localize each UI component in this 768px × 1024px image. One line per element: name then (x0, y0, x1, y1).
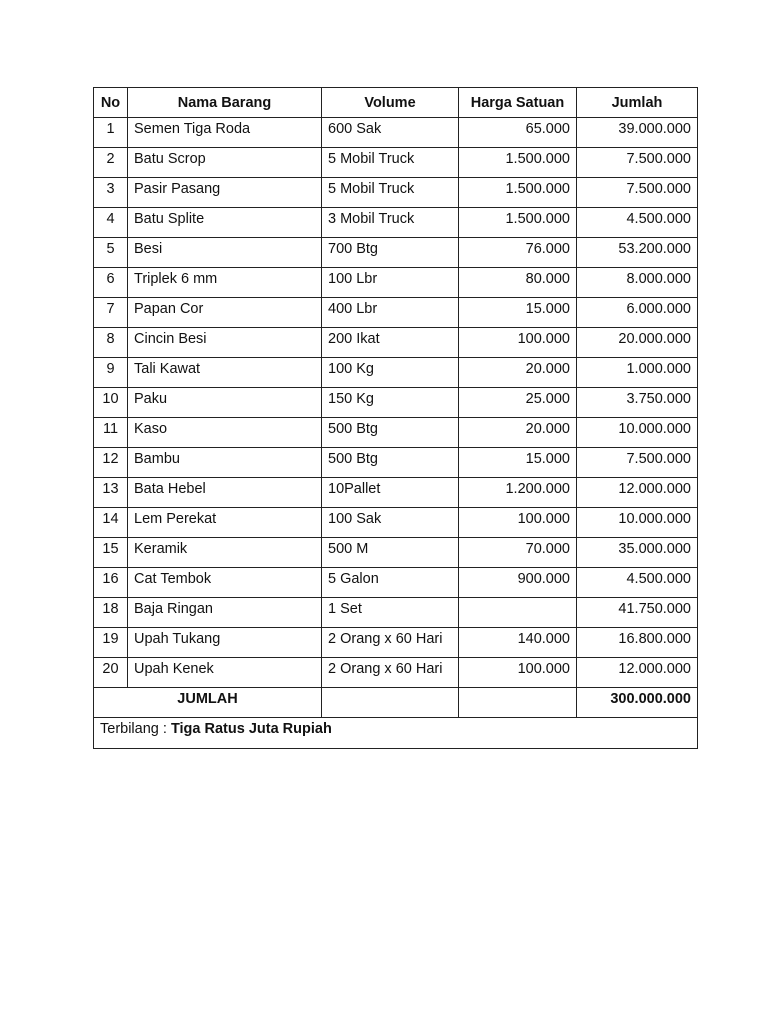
cell-volume: 500 M (322, 538, 459, 568)
cell-volume: 5 Mobil Truck (322, 148, 459, 178)
cell-volume: 500 Btg (322, 418, 459, 448)
cell-unit-price: 140.000 (459, 628, 577, 658)
table-row (94, 238, 698, 268)
cell-unit-price: 1.500.000 (459, 148, 577, 178)
cell-no: 4 (94, 208, 128, 238)
cell-volume: 100 Kg (322, 358, 459, 388)
in-words-label: Terbilang : (100, 721, 171, 737)
cell-volume: 3 Mobil Truck (322, 208, 459, 238)
cell-unit-price: 70.000 (459, 538, 577, 568)
cell-unit-price: 100.000 (459, 508, 577, 538)
cell-no: 9 (94, 358, 128, 388)
cell-unit-price: 76.000 (459, 238, 577, 268)
cell-amount: 39.000.000 (577, 118, 698, 148)
cell-no: 12 (94, 448, 128, 478)
cell-volume: 10Pallet (322, 478, 459, 508)
total-row (94, 688, 698, 718)
table-row (94, 568, 698, 598)
in-words-row (94, 718, 698, 749)
cell-volume: 100 Lbr (322, 268, 459, 298)
header-volume: Volume (322, 88, 459, 118)
cell-item-name: Kaso (128, 418, 322, 448)
cell-no: 13 (94, 478, 128, 508)
cell-no: 10 (94, 388, 128, 418)
cell-no: 8 (94, 328, 128, 358)
cell-item-name: Lem Perekat (128, 508, 322, 538)
cell-amount: 16.800.000 (577, 628, 698, 658)
cell-amount: 10.000.000 (577, 418, 698, 448)
cell-amount: 35.000.000 (577, 538, 698, 568)
cell-unit-price (459, 598, 577, 628)
cell-amount: 7.500.000 (577, 448, 698, 478)
cell-amount: 4.500.000 (577, 208, 698, 238)
cell-volume: 100 Sak (322, 508, 459, 538)
header-item-name: Nama Barang (128, 88, 322, 118)
table-row (94, 538, 698, 568)
cell-amount: 41.750.000 (577, 598, 698, 628)
cell-item-name: Keramik (128, 538, 322, 568)
cell-no: 16 (94, 568, 128, 598)
cell-item-name: Bambu (128, 448, 322, 478)
header-row (94, 88, 698, 118)
cell-item-name: Papan Cor (128, 298, 322, 328)
cell-volume: 5 Mobil Truck (322, 178, 459, 208)
cell-item-name: Bata Hebel (128, 478, 322, 508)
table-row (94, 598, 698, 628)
cell-volume: 500 Btg (322, 448, 459, 478)
cell-no: 14 (94, 508, 128, 538)
in-words-value: Tiga Ratus Juta Rupiah (170, 721, 332, 737)
table-body (94, 118, 698, 688)
cell-amount: 1.000.000 (577, 358, 698, 388)
table-row (94, 478, 698, 508)
cell-item-name: Upah Kenek (128, 658, 322, 688)
cell-amount: 10.000.000 (577, 508, 698, 538)
cell-item-name: Paku (128, 388, 322, 418)
total-volume-empty (322, 688, 459, 718)
table-row (94, 208, 698, 238)
table-header (94, 88, 698, 118)
table-row (94, 178, 698, 208)
total-label: JUMLAH (94, 688, 322, 718)
cell-unit-price: 15.000 (459, 298, 577, 328)
total-amount: 300.000.000 (577, 688, 698, 718)
table-row (94, 118, 698, 148)
cell-amount: 20.000.000 (577, 328, 698, 358)
header-amount: Jumlah (577, 88, 698, 118)
cell-amount: 8.000.000 (577, 268, 698, 298)
cell-volume: 2 Orang x 60 Hari (322, 628, 459, 658)
cell-unit-price: 65.000 (459, 118, 577, 148)
header-unit-price: Harga Satuan (459, 88, 577, 118)
table-row (94, 508, 698, 538)
cell-item-name: Upah Tukang (128, 628, 322, 658)
cell-item-name: Besi (128, 238, 322, 268)
table-row (94, 148, 698, 178)
cell-amount: 12.000.000 (577, 658, 698, 688)
cell-no: 5 (94, 238, 128, 268)
cell-no: 11 (94, 418, 128, 448)
cell-volume: 700 Btg (322, 238, 459, 268)
cell-unit-price: 100.000 (459, 658, 577, 688)
header-no: No (94, 88, 128, 118)
cell-item-name: Cincin Besi (128, 328, 322, 358)
cell-unit-price: 100.000 (459, 328, 577, 358)
cell-item-name: Cat Tembok (128, 568, 322, 598)
cell-amount: 7.500.000 (577, 148, 698, 178)
cell-volume: 150 Kg (322, 388, 459, 418)
cell-unit-price: 25.000 (459, 388, 577, 418)
cell-amount: 12.000.000 (577, 478, 698, 508)
cell-no: 15 (94, 538, 128, 568)
cell-amount: 53.200.000 (577, 238, 698, 268)
cell-item-name: Semen Tiga Roda (128, 118, 322, 148)
cell-unit-price: 15.000 (459, 448, 577, 478)
cell-amount: 6.000.000 (577, 298, 698, 328)
table-row (94, 448, 698, 478)
cell-volume: 2 Orang x 60 Hari (322, 658, 459, 688)
cell-unit-price: 1.500.000 (459, 208, 577, 238)
cell-unit-price: 20.000 (459, 358, 577, 388)
cell-unit-price: 1.500.000 (459, 178, 577, 208)
table-row (94, 658, 698, 688)
table-row (94, 358, 698, 388)
cell-unit-price: 80.000 (459, 268, 577, 298)
cell-no: 19 (94, 628, 128, 658)
cell-no: 3 (94, 178, 128, 208)
cell-volume: 600 Sak (322, 118, 459, 148)
table-row (94, 298, 698, 328)
table-row (94, 388, 698, 418)
table-row (94, 328, 698, 358)
cell-no: 20 (94, 658, 128, 688)
cell-item-name: Triplek 6 mm (128, 268, 322, 298)
cell-amount: 3.750.000 (577, 388, 698, 418)
cell-item-name: Baja Ringan (128, 598, 322, 628)
cell-no: 7 (94, 298, 128, 328)
table-footer (94, 688, 698, 749)
cell-unit-price: 1.200.000 (459, 478, 577, 508)
cell-volume: 1 Set (322, 598, 459, 628)
cell-amount: 7.500.000 (577, 178, 698, 208)
cell-no: 18 (94, 598, 128, 628)
cell-amount: 4.500.000 (577, 568, 698, 598)
cell-volume: 5 Galon (322, 568, 459, 598)
cost-table (93, 87, 698, 749)
total-unit-price-empty (459, 688, 577, 718)
cell-volume: 200 Ikat (322, 328, 459, 358)
cell-no: 6 (94, 268, 128, 298)
table-row (94, 268, 698, 298)
cell-item-name: Batu Scrop (128, 148, 322, 178)
cell-volume: 400 Lbr (322, 298, 459, 328)
in-words-cell (94, 718, 698, 749)
cell-item-name: Tali Kawat (128, 358, 322, 388)
cell-no: 2 (94, 148, 128, 178)
cell-unit-price: 20.000 (459, 418, 577, 448)
cell-no: 1 (94, 118, 128, 148)
cell-item-name: Pasir Pasang (128, 178, 322, 208)
cell-unit-price: 900.000 (459, 568, 577, 598)
cell-item-name: Batu Splite (128, 208, 322, 238)
table-row (94, 628, 698, 658)
table-row (94, 418, 698, 448)
